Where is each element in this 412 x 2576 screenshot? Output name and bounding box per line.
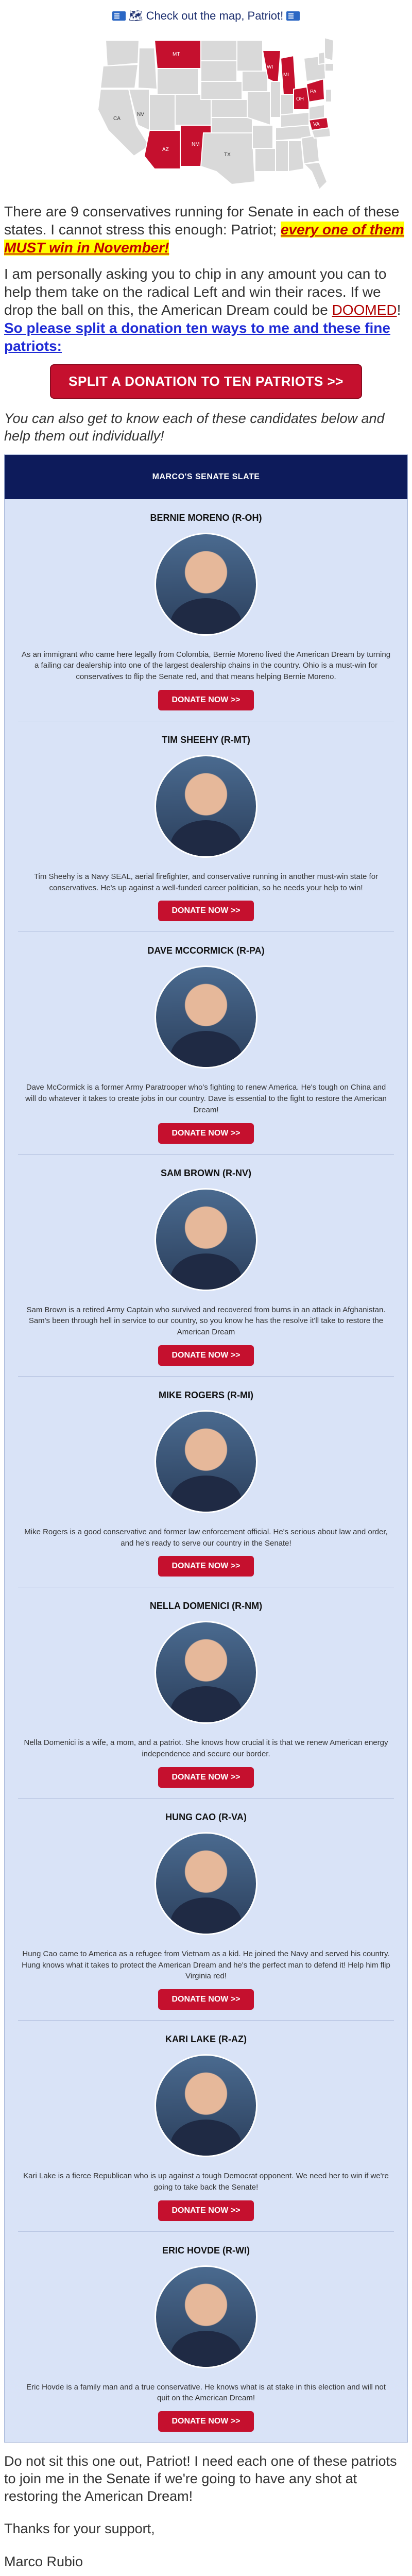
intro-text-2: I am personally asking you to chip in any amount you can to help them take on the radical Left and win their races. If we drop the ball on this, the American Dream could be <box>4 266 387 318</box>
svg-text:NV: NV <box>137 112 144 117</box>
candidate-card <box>5 1377 407 1587</box>
donate-now-button[interactable]: DONATE NOW >> <box>158 690 253 710</box>
svg-text:NM: NM <box>192 142 200 147</box>
donate-now-button[interactable]: DONATE NOW >> <box>158 2411 253 2432</box>
candidate-photo <box>154 965 258 1069</box>
svg-text:MI: MI <box>283 72 289 78</box>
candidate-card <box>5 721 407 932</box>
candidate-photo <box>154 755 258 858</box>
intro <box>0 195 412 355</box>
candidate-name: NELLA DOMENICI (R-NM) <box>149 1601 263 1612</box>
intro-paragraph-2 <box>4 265 408 355</box>
senate-slate <box>4 454 408 2443</box>
header-text: Check out the map, Patriot! <box>146 9 284 22</box>
split-donation-button[interactable]: SPLIT A DONATION TO TEN PATRIOTS >> <box>50 364 362 399</box>
candidate-bio: Sam Brown is a retired Army Captain who survived and recovered from burns in an attack in Afghanistan. Sam's been through hell in service to our country, so you know he has the resolve it'll take to restore the American Dream <box>26 1305 386 1336</box>
donate-now-button[interactable]: DONATE NOW >> <box>158 1123 253 1144</box>
split-donation-link[interactable]: So please split a donation ten ways to me and these fine patriots: <box>4 320 390 354</box>
svg-text:VA: VA <box>313 122 320 127</box>
candidate-photo <box>154 1832 258 1935</box>
must-win-highlight: every one of them MUST win in November! <box>4 222 404 256</box>
intro-text-2b: ! <box>397 302 401 318</box>
svg-text:CA: CA <box>113 116 121 122</box>
candidate-name: SAM BROWN (R-NV) <box>161 1167 251 1178</box>
svg-text:PA: PA <box>310 89 317 95</box>
candidate-name: MIKE ROGERS (R-MI) <box>159 1389 253 1400</box>
candidate-name: HUNG CAO (R-VA) <box>165 1811 247 1822</box>
svg-text:TX: TX <box>224 152 231 158</box>
donate-now-button[interactable]: DONATE NOW >> <box>158 1767 253 1788</box>
candidate-photo <box>154 2054 258 2157</box>
donate-now-button[interactable]: DONATE NOW >> <box>158 901 253 921</box>
closing <box>0 2443 412 2571</box>
usa-map <box>77 27 335 192</box>
donate-now-button[interactable]: DONATE NOW >> <box>158 1989 253 2010</box>
candidate-name: KARI LAKE (R-AZ) <box>165 2034 247 2044</box>
candidate-bio: Mike Rogers is a good conservative and former law enforcement official. He's serious about law and order, and he's ready to serve our country in the Senate! <box>24 1527 388 1548</box>
candidate-bio: Hung Cao came to America as a refugee from Vietnam as a kid. He joined the Navy and served his country. Hung knows what it takes to protect the American Dream and he's the perfect man to defend it! Help him flip Virginia red! <box>22 1949 390 1981</box>
candidate-card <box>5 499 407 721</box>
candidate-photo <box>154 1410 258 1513</box>
header <box>0 0 412 195</box>
cta-wrap <box>0 364 412 399</box>
candidate-photo <box>154 533 258 636</box>
candidate-card <box>5 1155 407 1376</box>
intro-paragraph-1 <box>4 202 408 257</box>
candidate-list <box>5 499 407 2443</box>
candidate-card <box>5 932 407 1154</box>
donate-now-button[interactable]: DONATE NOW >> <box>158 1345 253 1366</box>
svg-text:WI: WI <box>267 64 273 70</box>
candidate-name: TIM SHEEHY (R-MT) <box>162 734 250 745</box>
candidate-card <box>5 2232 407 2443</box>
svg-text:MT: MT <box>173 52 180 57</box>
candidate-bio: Kari Lake is a fierce Republican who is up against a tough Democrat opponent. We need her to win if we're going to take back the Senate! <box>23 2172 389 2192</box>
subline: You can also get to know each of these candidates below and help them out individually! <box>4 411 385 444</box>
signature: Marco Rubio <box>4 2554 83 2569</box>
candidate-card <box>5 1587 407 1798</box>
candidate-bio: Dave McCormick is a former Army Paratrooper who's fighting to renew America. He's tough on China and will do whatever it takes to create jobs in our country. Dave is essential to the fight to restore the American Dream! <box>25 1083 387 1114</box>
candidate-name: DAVE MCCORMICK (R-PA) <box>147 945 265 956</box>
candidate-card <box>5 2021 407 2231</box>
donate-now-button[interactable]: DONATE NOW >> <box>158 2200 253 2221</box>
candidate-photo <box>154 2265 258 2368</box>
candidate-name: BERNIE MORENO (R-OH) <box>150 512 262 523</box>
closing-paragraph: Do not sit this one out, Patriot! I need each one of these patriots to join me in the Senate if we're going to have any shot at restoring the American Dream! <box>4 2453 397 2504</box>
candidate-card <box>5 1799 407 2020</box>
candidate-bio: Eric Hovde is a family man and a true conservative. He knows what is at stake in this election and will not quit on the American Dream! <box>26 2382 386 2403</box>
us-flag-icon <box>286 11 300 21</box>
candidate-photo <box>154 1188 258 1291</box>
svg-text:AZ: AZ <box>162 147 169 152</box>
candidate-bio: Tim Sheehy is a Navy SEAL, aerial firefighter, and conservative running in another must-win state for conservatives. He's up against a well-funded career politician, so he needs your help to win! <box>33 872 379 892</box>
doomed-text: DOOMED <box>332 302 397 318</box>
intro-text: There are 9 conservatives running for Senate in each of these states. I cannot stress this enough: Patriot; <box>4 204 400 238</box>
slate-title: MARCO'S SENATE SLATE <box>5 455 407 499</box>
header-line <box>112 9 300 23</box>
candidate-photo <box>154 1621 258 1724</box>
map-pointer-icon: 🗺 <box>128 9 143 22</box>
candidate-bio: Nella Domenici is a wife, a mom, and a patriot. She knows how crucial it is that we renew American energy independence and secure our border. <box>24 1738 388 1758</box>
thanks-line: Thanks for your support, <box>4 2521 155 2537</box>
svg-text:OH: OH <box>296 96 304 102</box>
candidate-name: ERIC HOVDE (R-WI) <box>162 2245 250 2256</box>
donate-now-button[interactable]: DONATE NOW >> <box>158 1556 253 1577</box>
candidate-bio: As an immigrant who came here legally from Colombia, Bernie Moreno lived the American Dream by turning a failing car dealership into one of the largest dealership chains in the country. Ohio is a must-win for conservatives to flip the Senate red, and that means helping Bernie Moreno. <box>21 650 391 681</box>
us-flag-icon <box>112 11 126 21</box>
